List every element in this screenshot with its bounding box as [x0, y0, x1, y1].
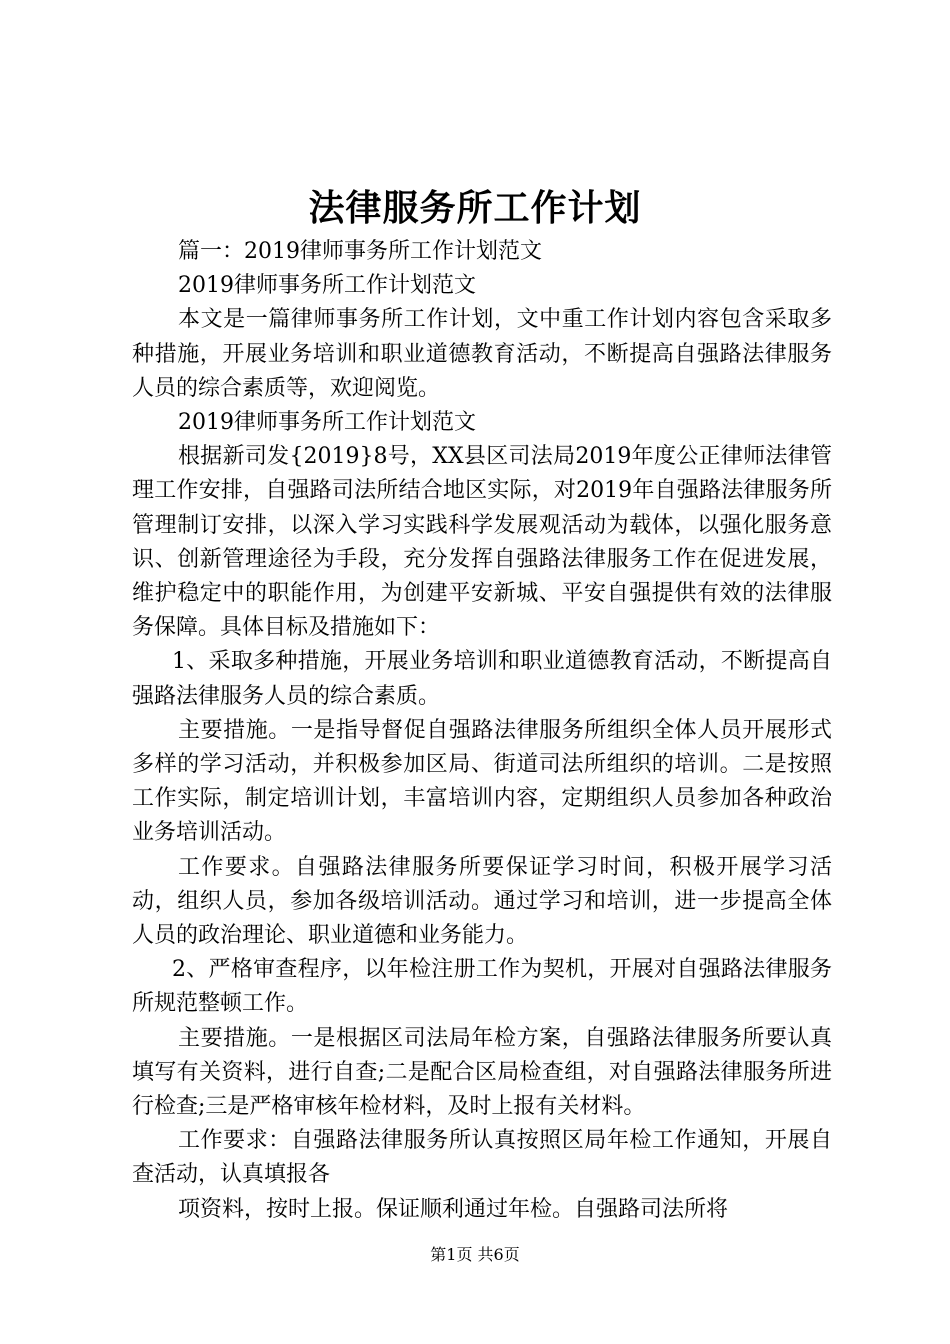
page-footer: 第1页 共6页	[430, 1245, 520, 1264]
paragraph-item-1: 1、采取多种措施，开展业务培训和职业道德教育活动，不断提高自强路法律服务人员的综合素质。	[132, 649, 832, 709]
paragraph-subheading-2: 2019律师事务所工作计划范文	[178, 410, 476, 436]
paragraph-intro: 本文是一篇律师事务所工作计划，文中重工作计划内容包含采取多种措施，开展业务培训和职业道德教育活动，不断提高自强路法律服务人员的综合素质等，欢迎阅览。	[132, 307, 832, 401]
paragraph-requirements-1: 工作要求。自强路法律服务所要保证学习时间，积极开展学习活动，组织人员，参加各级培训活动。通过学习和培训，进一步提高全体人员的政治理论、职业道德和业务能力。	[132, 854, 832, 949]
paragraph-continuation: 项资料，按时上报。保证顺利通过年检。自强路司法所将	[178, 1196, 729, 1222]
document-body	[132, 235, 832, 1227]
paragraph-heading-1: 篇一：2019律师事务所工作计划范文	[178, 239, 542, 264]
paragraph-subheading-1: 2019律师事务所工作计划范文	[178, 273, 476, 299]
paragraph-requirements-2: 工作要求：自强路法律服务所认真按照区局年检工作通知，开展自查活动，认真填报各	[132, 1128, 832, 1188]
paragraph-item-2: 2、严格审查程序，以年检注册工作为契机，开展对自强路法律服务所规范整顿工作。	[132, 957, 832, 1017]
paragraph-basis: 根据新司发{2019}8号，XX县区司法局2019年度公正律师法律管理工作安排，自强路司法所结合地区实际，对2019年自强路法律服务所管理制订安排，以深入学习实践科学发展观活动为载体，以强化服务意识、创新管理途径为手段，充分发挥自强路法律服务工作在促进发展，维护稳定中的职能作用，为创建平安新城、平安自强提供有效的法律服务保障。具体目标及措施如下：	[132, 444, 832, 641]
paragraph-measures-2: 主要措施。一是根据区司法局年检方案，自强路法律服务所要认真填写有关资料，进行自查;二是配合区局检查组，对自强路法律服务所进行检查;三是严格审核年检材料，及时上报有关材料。	[132, 1025, 832, 1120]
paragraph-measures-1: 主要措施。一是指导督促自强路法律服务所组织全体人员开展形式多样的学习活动，并积极参加区局、街道司法所组织的培训。二是按照工作实际，制定培训计划，丰富培训内容，定期组织人员参加各种政治业务培训活动。	[132, 717, 832, 846]
document-title: 法律服务所工作计划	[308, 187, 642, 229]
